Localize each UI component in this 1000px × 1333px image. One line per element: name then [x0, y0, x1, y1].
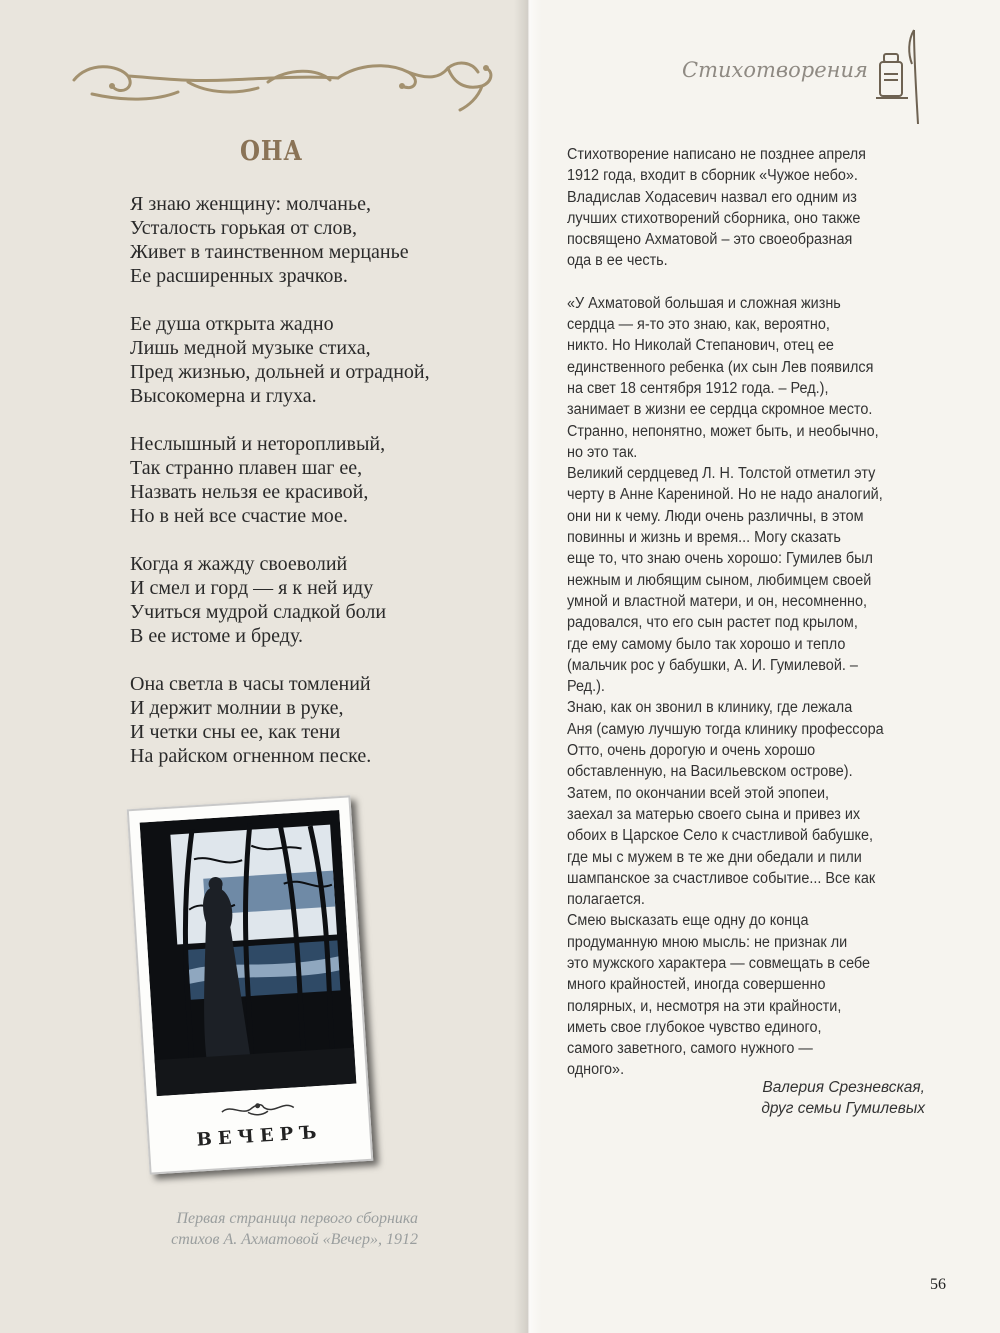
- image-caption: [108, 1208, 418, 1250]
- section-title: Стихотворения: [682, 58, 868, 82]
- text-line: повинны и жизнь и время... Могу сказать: [567, 529, 841, 547]
- text-line: Ред.).: [567, 678, 605, 696]
- page-number: 56: [930, 1276, 946, 1293]
- poem-line: Неслышный и неторопливый,: [130, 433, 386, 455]
- text-line: единственного ребенка (их сын Лев появился: [567, 358, 874, 376]
- text-line: Смею высказать еще одну до конца: [567, 912, 809, 930]
- poem-line: Высокомерна и глуха.: [130, 385, 317, 407]
- text-line: Странно, непонятно, может быть, и необычно,: [567, 422, 879, 440]
- poem-stanza: [130, 312, 510, 408]
- text-line: Затем, по окончании всей этой эпопеи,: [567, 784, 830, 802]
- attribution-line: Валерия Срезневская,: [762, 1079, 925, 1096]
- text-line: на свет 18 сентября 1912 года. – Ред.),: [567, 379, 829, 397]
- text-line: Стихотворение написано не позднее апреля: [567, 146, 866, 163]
- cover-ornament: [217, 1097, 298, 1120]
- poem-stanza: [130, 552, 510, 648]
- poem-title: ОНА: [240, 136, 303, 167]
- caption-line: стихов А. Ахматовой «Вечер», 1912: [171, 1231, 418, 1248]
- text-line: занимает в жизни ее сердца скромное место.: [567, 401, 873, 419]
- poem-line: Пред жизнью, дольней и отрадной,: [130, 361, 430, 383]
- cover-illustration: [140, 810, 357, 1096]
- poem-line: И держит молнии в руке,: [130, 697, 344, 719]
- text-line: еще то, что знаю очень хорошо: Гумилев был: [567, 550, 873, 568]
- quote-attribution: [700, 1077, 925, 1119]
- text-line: Великий сердцевед Л. Н. Толстой отметил эту: [567, 465, 876, 483]
- text-line: Аня (самую лучшую тогда клинику профессора: [567, 720, 884, 738]
- caption-line: Первая страница первого сборника: [176, 1210, 418, 1227]
- text-line: лучших стихотворений сборника, оно также: [567, 209, 861, 227]
- paragraph-gap: [567, 272, 911, 293]
- text-line: посвящено Ахматовой – это своеобразная: [567, 231, 853, 249]
- text-line: черту в Анне Карениной. Но не надо аналогий,: [567, 486, 883, 504]
- poem-line: Так странно плавен шаг ее,: [130, 457, 363, 479]
- poem-line: Живет в таинственном мерцанье: [130, 241, 409, 263]
- text-line: Знаю, как он звонил в клинику, где лежала: [567, 699, 853, 717]
- text-line: радовался, что его сын растет под крылом,: [567, 614, 858, 632]
- poem-line: Ее расширенных зрачков.: [130, 265, 348, 287]
- text-line: продуманную мною мысль: не признак ли: [567, 933, 848, 951]
- text-line: ода в ее честь.: [567, 252, 668, 270]
- poem-line: Назвать нельзя ее красивой,: [130, 481, 369, 503]
- poem-stanza: [130, 672, 510, 768]
- poem-line: И четки сны ее, как тени: [130, 721, 341, 743]
- text-line: (мальчик рос у бабушки, А. И. Гумилевой. –: [567, 656, 858, 674]
- book-gutter: [514, 0, 542, 1333]
- text-line: где мы с мужем в те же дни обедали и пили: [567, 848, 862, 866]
- text-line: Владислав Ходасевич назвал его одним из: [567, 188, 857, 206]
- text-line: самого заветного, самого нужного —: [567, 1040, 813, 1058]
- text-line: никто. Но Николай Степанович, отец ее: [567, 337, 834, 355]
- book-cover-title: ВЕЧЕРЪ: [196, 1121, 323, 1151]
- text-line: полярных, и, несмотря на эти крайности,: [567, 997, 842, 1015]
- text-line: Отто, очень дорогую и очень хорошо: [567, 742, 816, 760]
- poem-line: В ее истоме и бреду.: [130, 625, 303, 647]
- text-line: много крайностей, иногда совершенно: [567, 976, 826, 994]
- poem-line: Когда я жажду своеволий: [130, 553, 348, 575]
- poem-line: На райском огненном песке.: [130, 745, 372, 767]
- poem-stanza: [130, 192, 510, 288]
- text-line: где ему самому было так хорошо и тепло: [567, 635, 846, 653]
- poem-line: Ее душа открыта жадно: [130, 313, 334, 335]
- poem-line: Она светла в часы томлений: [130, 673, 371, 695]
- text-line: это мужского характера — совмещать в себе: [567, 954, 871, 972]
- inkwell-quill-icon: [874, 28, 924, 128]
- poem-text: [130, 192, 510, 792]
- text-line: заехал за матерью своего сына и привез их: [567, 805, 861, 823]
- text-line: сердца — я-то это знаю, как, вероятно,: [567, 316, 830, 334]
- decorative-ornament: [68, 58, 500, 114]
- attribution-line: друг семьи Гумилевых: [761, 1100, 925, 1117]
- poem-line: И смел и горд — я к ней иду: [130, 577, 374, 599]
- text-line: полагается.: [567, 891, 645, 909]
- poem-line: Лишь медной музыке стиха,: [130, 337, 371, 359]
- text-line: одного».: [567, 1061, 625, 1079]
- text-line: 1912 года, входит в сборник «Чужое небо».: [567, 167, 858, 185]
- text-line: умной и властной матери, и он, несомненно,: [567, 592, 868, 610]
- text-line: обоих в Царское Село к счастливой бабушке,: [567, 827, 874, 845]
- poem-line: Но в ней все счастие мое.: [130, 505, 348, 527]
- text-line: обставленную, на Васильевском острове).: [567, 763, 853, 781]
- poem-line: Учиться мудрой сладкой боли: [130, 601, 387, 623]
- commentary-text: [567, 144, 911, 1081]
- book-cover-image: [127, 795, 374, 1174]
- text-line: «У Ахматовой большая и сложная жизнь: [567, 294, 841, 312]
- poem-line: Усталость горькая от слов,: [130, 217, 357, 239]
- poem-stanza: [130, 432, 510, 528]
- text-line: они ни к чему. Люди очень различны, в этом: [567, 507, 864, 525]
- text-line: шампанское за счастливое событие... Все как: [567, 869, 876, 887]
- poem-line: Я знаю женщину: молчанье,: [130, 193, 372, 215]
- text-line: иметь свое глубокое чувство единого,: [567, 1018, 822, 1036]
- text-line: нежным и любящим сыном, любимцем своей: [567, 571, 872, 589]
- text-line: но это так.: [567, 443, 638, 461]
